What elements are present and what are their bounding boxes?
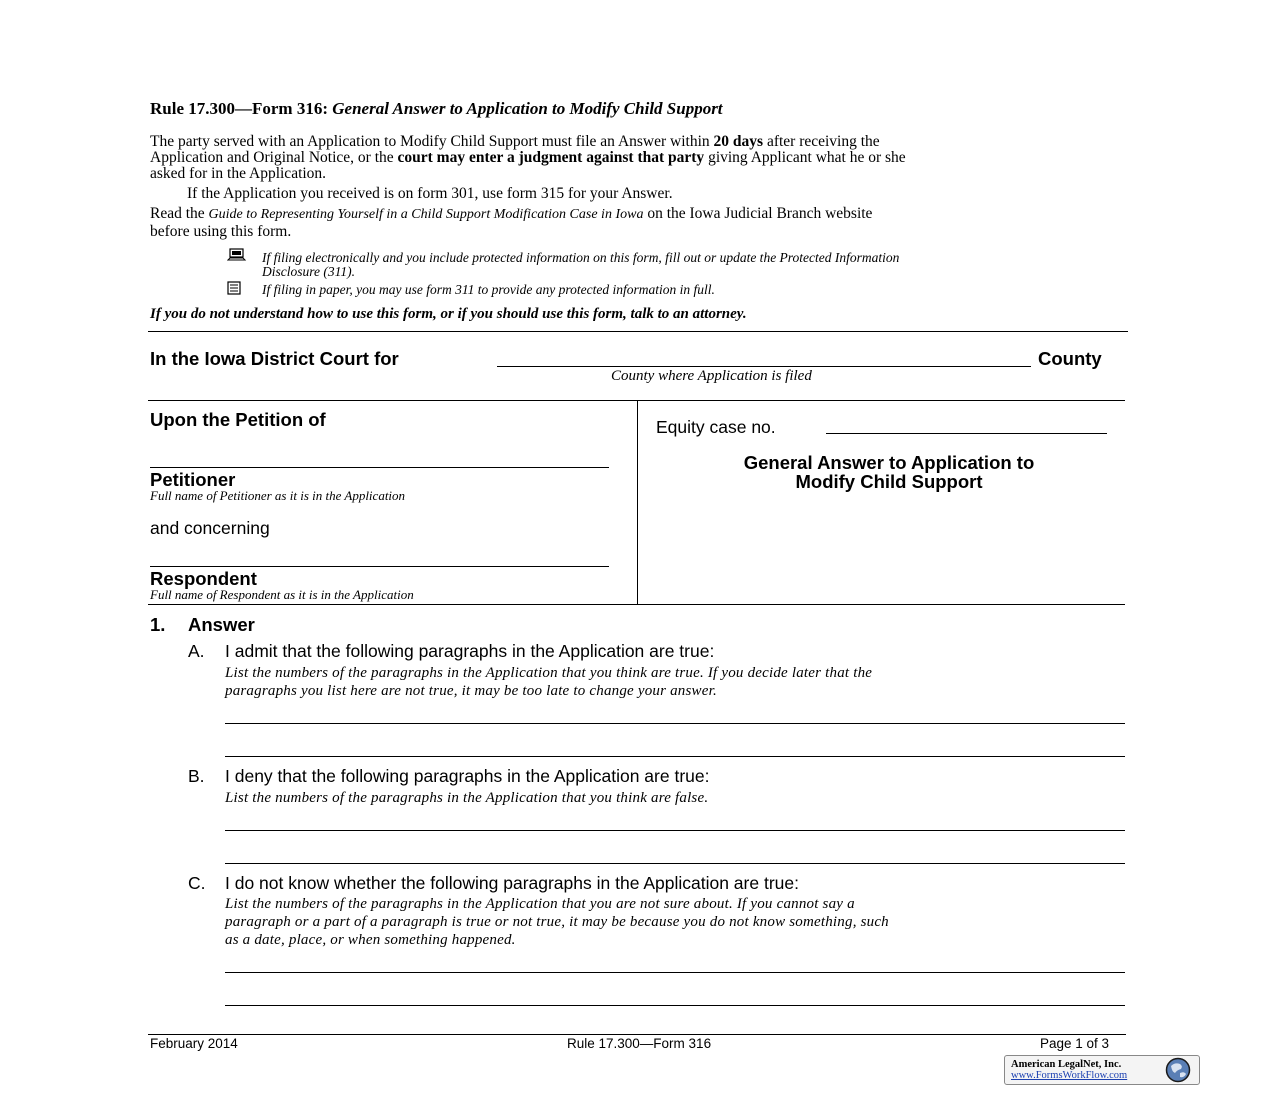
item-a-note-2: paragraphs you list here are not true, it may be too late to change your answer. — [225, 683, 717, 699]
divider — [148, 604, 1125, 605]
legalnet-badge[interactable] — [1004, 1055, 1200, 1085]
intro-text: If the Application you received is on form 301, use form 315 for your Answer. — [187, 185, 673, 202]
intro-text: after receiving the — [763, 133, 880, 150]
section-number: 1. — [150, 614, 166, 635]
county-caption: County where Application is filed — [611, 368, 812, 384]
item-c-note-3: as a date, place, or when something happened. — [225, 932, 516, 948]
respondent-name-field[interactable] — [150, 566, 609, 567]
unknown-answer-line-2[interactable] — [225, 1005, 1125, 1006]
item-c-letter: C. — [188, 873, 206, 893]
concerning-label: and concerning — [150, 518, 270, 538]
footer-divider — [148, 1034, 1126, 1035]
document-title-line-2: Modify Child Support — [795, 471, 983, 492]
electronic-note-2: Disclosure (311). — [262, 264, 355, 279]
intro-line-3 — [150, 166, 326, 182]
footer-page: Page 1 of 3 — [1040, 1036, 1110, 1051]
item-b-letter: B. — [188, 766, 205, 786]
intro-guide-line-1 — [150, 206, 872, 223]
court-prefix: In the Iowa District Court for — [150, 348, 399, 369]
document-title-line-1: General Answer to Application to — [743, 452, 1035, 473]
unknown-answer-line-1[interactable] — [225, 972, 1125, 973]
intro-line-2 — [150, 150, 906, 166]
admit-answer-line-1[interactable] — [225, 723, 1125, 724]
court-suffix: County — [1038, 348, 1102, 369]
form-title: General Answer to Application to Modify Child Support — [332, 99, 723, 118]
laptop-icon — [227, 248, 247, 267]
item-c-note-2: paragraph or a part of a paragraph is true or not true, it may be because you do not know something, such — [225, 914, 889, 930]
respondent-label: Respondent — [150, 568, 257, 589]
county-field[interactable] — [497, 366, 1031, 367]
item-a-text: I admit that the following paragraphs in the Application are true: — [225, 641, 715, 661]
petitioner-label: Petitioner — [150, 469, 236, 490]
intro-text: giving Applicant what he or she — [704, 149, 906, 166]
section-heading: Answer — [188, 614, 255, 635]
badge-url[interactable]: www.FormsWorkFlow.com — [1011, 1070, 1128, 1081]
item-a-note-1: List the numbers of the paragraphs in the Application that you think are true. If you decide later that the — [225, 665, 873, 681]
admit-answer-line-2[interactable] — [225, 756, 1125, 757]
intro-form-note — [187, 186, 673, 202]
divider — [148, 331, 1128, 332]
petition-of-label: Upon the Petition of — [150, 409, 326, 430]
intro-text: Application and Original Notice, or the — [150, 149, 398, 166]
intro-text: The party served with an Application to Modify Child Support must file an Answer within — [150, 133, 714, 150]
form-rule: Rule 17.300—Form 316: — [150, 99, 329, 118]
intro-line-1 — [150, 134, 880, 150]
case-no-field[interactable] — [826, 433, 1107, 434]
electronic-note-1: If filing electronically and you include protected information on this form, fill out or update the Protected Information — [262, 250, 900, 265]
deny-answer-line-1[interactable] — [225, 830, 1125, 831]
footer-date: February 2014 — [150, 1036, 238, 1051]
intro-guide-line-2 — [150, 224, 291, 240]
intro-text: on the Iowa Judicial Branch website — [643, 205, 873, 222]
item-c-note-1: List the numbers of the paragraphs in the Application that you are not sure about. If you cannot say a — [225, 896, 855, 912]
document-icon — [227, 281, 243, 301]
judgment-warning: court may enter a judgment against that party — [397, 149, 705, 166]
petitioner-note: Full name of Petitioner as it is in the Application — [150, 488, 406, 503]
deadline-days: 20 days — [713, 133, 764, 150]
globe-icon — [1165, 1057, 1191, 1088]
item-c-text: I do not know whether the following paragraphs in the Application are true: — [225, 873, 799, 893]
item-b-text: I deny that the following paragraphs in the Application are true: — [225, 766, 710, 786]
intro-text: before using this form. — [150, 223, 292, 240]
item-b-note: List the numbers of the paragraphs in the Application that you think are false. — [225, 790, 709, 806]
guide-title: Guide to Representing Yourself in a Child Support Modification Case in Iowa — [208, 207, 644, 222]
divider — [637, 401, 638, 605]
form-header — [150, 99, 723, 119]
intro-text: Read the — [150, 205, 209, 222]
paper-note: If filing in paper, you may use form 311 to provide any protected information in full. — [262, 282, 715, 297]
footer-form: Rule 17.300—Form 316 — [567, 1036, 712, 1051]
attorney-warning: If you do not understand how to use this form, or if you should use this form, talk to an attorney. — [150, 306, 747, 322]
intro-text: asked for in the Application. — [150, 165, 327, 182]
item-a-letter: A. — [188, 641, 205, 661]
petitioner-name-field[interactable] — [150, 467, 609, 468]
respondent-note: Full name of Respondent as it is in the Application — [150, 587, 414, 602]
deny-answer-line-2[interactable] — [225, 863, 1125, 864]
badge-company: American LegalNet, Inc. — [1011, 1059, 1122, 1070]
case-no-label: Equity case no. — [656, 417, 776, 437]
